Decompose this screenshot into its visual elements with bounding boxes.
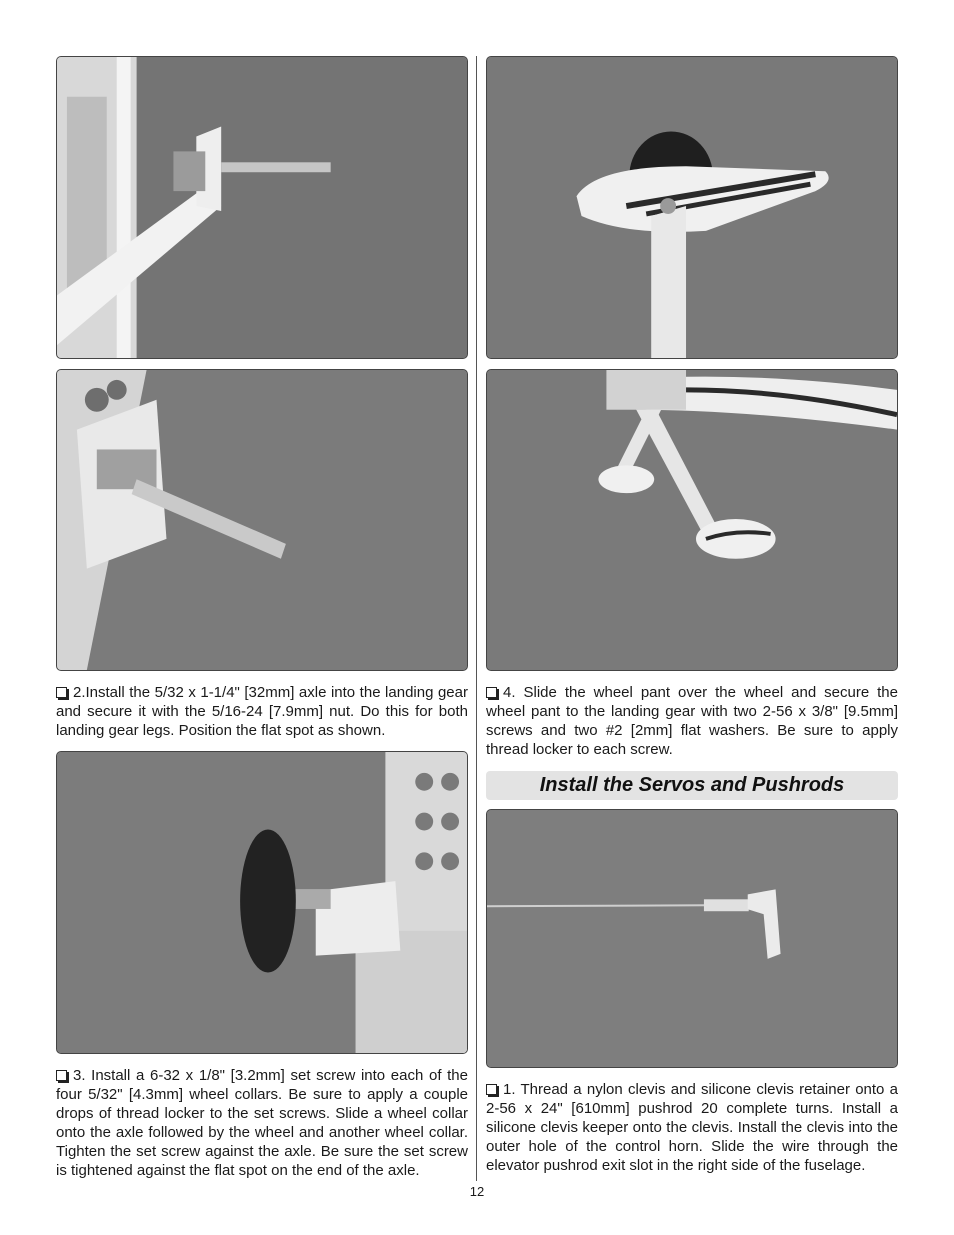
checkbox-icon[interactable] bbox=[56, 687, 67, 698]
step-3-instructions bbox=[56, 1066, 468, 1180]
step-4-text: 4. Slide the wheel pant over the wheel and secure the wheel pant to the landing gear with two 2-56 x 3/8" [9.5mm] screws and two #2 [2mm] flat washers. Be sure to apply thread locker to each screw. bbox=[486, 684, 898, 758]
checkbox-icon[interactable] bbox=[486, 1084, 497, 1095]
section-heading: Install the Servos and Pushrods bbox=[486, 771, 898, 800]
step-3-text: 3. Install a 6-32 x 1/8" [3.2mm] set screw into each of the four 5/32" [4.3mm] wheel collars. Be sure to apply a couple drops of thread locker to the set screws. Slide a wheel collar onto the axle followed by the wheel and another wheel collar. Tighten the set screw against the axle. Be sure the set screw is tightened against the flat spot on the end of the axle. bbox=[56, 1067, 468, 1179]
step-2-text: 2.Install the 5/32 x 1-1/4" [32mm] axle into the landing gear and secure it with the 5/16-24 [7.9mm] nut. Do this for both landing gear legs. Position the flat spot as shown. bbox=[56, 684, 468, 739]
checkbox-icon[interactable] bbox=[56, 1070, 67, 1081]
column-divider bbox=[476, 56, 477, 1181]
page-number: 12 bbox=[469, 1184, 485, 1199]
photo-wheel-on-axle bbox=[56, 751, 468, 1054]
servos-step-1-text: 1. Thread a nylon clevis and silicone clevis retainer onto a 2-56 x 24" [610mm] pushrod 20 complete turns. Install a silicone clevis keeper onto the clevis. Install the clevis into the outer hole of the control horn. Slide the wire through the elevator pushrod exit slot in the right side of the fuselage. bbox=[486, 1081, 898, 1174]
servos-step-1-instructions bbox=[486, 1080, 898, 1175]
photo-landing-gear-assembled bbox=[486, 369, 898, 671]
photo-axle-flat-spot bbox=[56, 369, 468, 671]
step-4-instructions bbox=[486, 683, 898, 759]
photo-clevis-pushrod bbox=[486, 809, 898, 1068]
checkbox-icon[interactable] bbox=[486, 687, 497, 698]
photo-axle-closeup bbox=[56, 56, 468, 359]
photo-wheel-pant bbox=[486, 56, 898, 359]
step-2-instructions bbox=[56, 683, 468, 740]
